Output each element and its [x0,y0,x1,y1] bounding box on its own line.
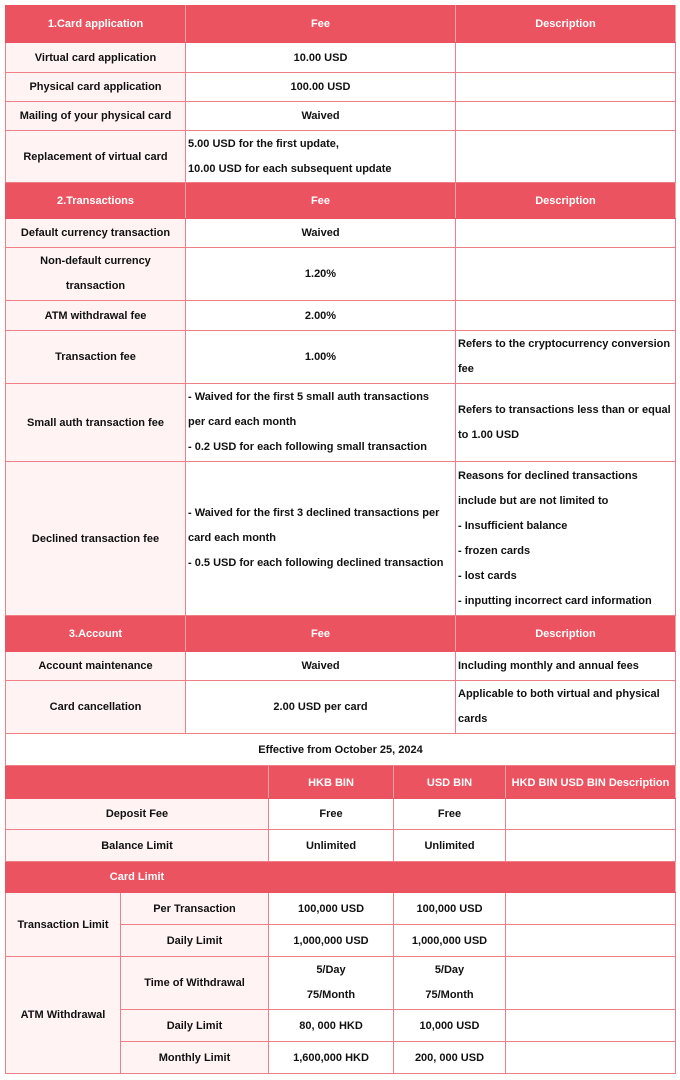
header-description: HKD BIN USD BIN Description [506,767,676,799]
row-label: Daily Limit [121,925,269,957]
row-fee: 1.00% [186,331,456,384]
row-fee: 2.00 USD per card [186,681,456,734]
row-description [456,681,676,734]
fee-line: 5.00 USD for the first update, [188,137,339,150]
table-row [6,131,676,183]
table-row [6,219,676,248]
section-header-card-application [6,6,676,43]
row-label: Small auth transaction fee [6,384,186,462]
desc-line: - inputting incorrect card information [458,594,652,607]
section-header-transactions [6,183,676,219]
header-fee: Fee [186,6,456,43]
value-line: 75/Month [306,989,356,1001]
hkb-value: 100,000 USD [269,893,394,925]
row-description [506,830,676,862]
fee-line: 10.00 USD for each subsequent update [188,162,392,175]
row-description [456,301,676,331]
usd-value: Unlimited [394,830,506,862]
header-label: 1.Card application [6,6,186,43]
row-fee [186,384,456,462]
hkb-value: Unlimited [269,830,394,862]
hkb-value: 1,600,000 HKD [269,1042,394,1074]
header-fee: Fee [186,183,456,219]
fee-line: card each month [188,532,277,544]
table-row [6,462,676,616]
row-fee: 2.00% [186,301,456,331]
fee-line: - Waived for the first 5 small auth transactions [188,391,430,403]
desc-line: cards [458,713,488,725]
row-description [456,462,676,616]
row-description [456,73,676,102]
row-description [506,957,676,1010]
header-description: Description [456,183,676,219]
atm-withdrawal-label: ATM Withdrawal [6,957,121,1074]
fee-line: - 0.2 USD for each following small transaction [188,441,427,453]
row-description [456,384,676,462]
row-fee: 10.00 USD [186,43,456,73]
row-description [506,1042,676,1074]
card-limit-title: Card Limit [6,862,269,893]
row-label: Default currency transaction [6,219,186,248]
fee-line: - 0.5 USD for each following declined transaction [188,557,444,569]
desc-line: Applicable to both virtual and physical [458,688,660,700]
row-label: Mailing of your physical card [6,102,186,131]
effective-date-row [6,734,676,766]
desc-line: to 1.00 USD [458,428,520,441]
table-row [6,652,676,681]
desc-line: fee [458,363,474,375]
header-blank [269,862,676,893]
deposit-fee-row [6,799,676,830]
row-description [456,102,676,131]
row-description [456,131,676,183]
fee-schedule [5,5,675,1074]
row-description [506,893,676,925]
row-fee: Waived [186,102,456,131]
usd-value: 1,000,000 USD [394,925,506,957]
row-label: Time of Withdrawal [121,957,269,1010]
effective-date: Effective from October 25, 2024 [6,734,676,766]
usd-value [394,957,506,1010]
header-description: Description [456,6,676,43]
section-header-account [6,616,676,652]
usd-value: 200, 000 USD [394,1042,506,1074]
row-fee: Waived [186,652,456,681]
header-description: Description [456,616,676,652]
table-row [6,73,676,102]
desc-line: include but are not limited to [458,494,609,507]
hkb-value [269,957,394,1010]
fees-table [5,5,676,766]
row-description [506,1010,676,1042]
fee-line: per card each month [188,416,297,428]
limits-header [6,767,676,799]
table-row [6,681,676,734]
header-label: 3.Account [6,616,186,652]
row-description [456,331,676,384]
value-line: 75/Month [425,989,474,1001]
header-hkb-bin: HKB BIN [269,767,394,799]
desc-line: Refers to transactions less than or equal [458,403,671,416]
table-row [6,43,676,73]
row-description [456,248,676,301]
value-line: 5/Day [434,964,465,976]
row-label: Physical card application [6,73,186,102]
row-label [6,248,186,301]
row-description: Including monthly and annual fees [456,652,676,681]
balance-limit-row [6,830,676,862]
header-blank [6,767,269,799]
row-label: Per Transaction [121,893,269,925]
row-label: Virtual card application [6,43,186,73]
usd-value: 10,000 USD [394,1010,506,1042]
hkb-value: 1,000,000 USD [269,925,394,957]
row-label: Balance Limit [6,830,269,862]
header-fee: Fee [186,616,456,652]
table-row [6,384,676,462]
label-line: transaction [65,280,126,292]
card-limit-header [6,862,676,893]
row-description [456,43,676,73]
header-label: 2.Transactions [6,183,186,219]
table-row [6,248,676,301]
table-row [6,102,676,131]
transaction-limit-label: Transaction Limit [6,893,121,957]
fee-line: - Waived for the first 3 declined transactions per [188,507,440,519]
header-usd-bin: USD BIN [394,767,506,799]
hkb-value: Free [269,799,394,830]
row-label: Declined transaction fee [6,462,186,616]
value-line: 5/Day [316,964,346,976]
row-description [456,219,676,248]
table-row [6,301,676,331]
row-label: Replacement of virtual card [6,131,186,183]
row-label: Account maintenance [6,652,186,681]
row-label: Deposit Fee [6,799,269,830]
desc-line: - frozen cards [458,544,531,557]
usd-value: Free [394,799,506,830]
desc-line: Refers to the cryptocurrency conversion [458,338,671,350]
desc-line: - Insufficient balance [458,519,568,532]
desc-line: - lost cards [458,569,517,582]
table-row [6,957,676,1010]
hkb-value: 80, 000 HKD [269,1010,394,1042]
limits-table [5,766,676,1074]
row-fee: Waived [186,219,456,248]
row-label: ATM withdrawal fee [6,301,186,331]
row-fee: 1.20% [186,248,456,301]
row-fee [186,462,456,616]
row-fee: 100.00 USD [186,73,456,102]
row-label: Card cancellation [6,681,186,734]
row-fee [186,131,456,183]
table-row [6,331,676,384]
row-label: Daily Limit [121,1010,269,1042]
row-label: Monthly Limit [121,1042,269,1074]
table-row [6,893,676,925]
row-description [506,799,676,830]
row-label: Transaction fee [6,331,186,384]
usd-value: 100,000 USD [394,893,506,925]
label-line: Non-default currency [40,255,151,267]
row-description [506,925,676,957]
desc-line: Reasons for declined transactions [458,469,638,482]
